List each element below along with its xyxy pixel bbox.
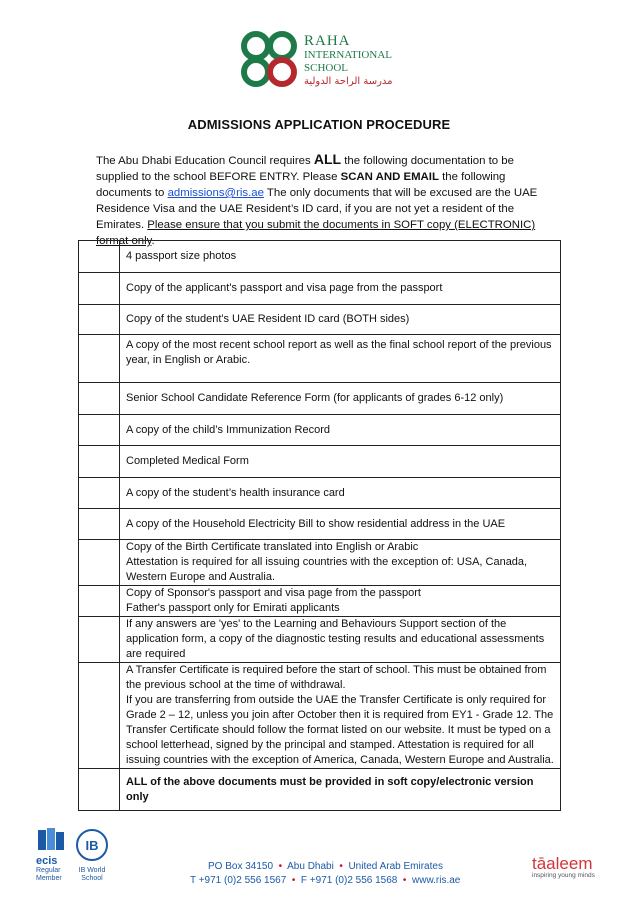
rings-icon bbox=[238, 28, 302, 92]
table-row bbox=[79, 478, 561, 509]
checkbox-cell bbox=[79, 335, 120, 383]
doc-text: A Transfer Certificate is required before the start of school. This must be obtained from the previous school at the time of withdrawal. bbox=[126, 664, 547, 691]
checkbox-cell bbox=[79, 478, 120, 509]
footer bbox=[0, 820, 638, 903]
ib-sub1: IB World bbox=[78, 867, 106, 874]
logo-line1: RAHA bbox=[304, 33, 351, 49]
logo-line3: SCHOOL bbox=[304, 62, 349, 74]
country: United Arab Emirates bbox=[348, 861, 443, 872]
intro-text-3: the following documents to bbox=[96, 171, 506, 199]
table-row bbox=[79, 415, 561, 446]
bullet-icon: • bbox=[275, 861, 285, 872]
taaleem-logo bbox=[532, 854, 595, 879]
doc-text-note: If you are transferring from outside the UAE the Transfer Certificate is only required for Grade 2 – 12, unless you join after October then it is required from EY1 - Grade 12. The Transfer Certificate should follow the format listed on our website. It must be typed on a school letterhead, signed by the principal and stamped. Attestation is required for all issuing countries with the exception of America, Canada, Western Europe and Australia. bbox=[126, 694, 554, 766]
ecis-sub2: Member bbox=[36, 875, 62, 882]
table-row bbox=[79, 540, 561, 586]
page-title: ADMISSIONS APPLICATION PROCEDURE bbox=[187, 117, 451, 132]
checkbox-cell bbox=[79, 415, 120, 446]
checkbox-cell bbox=[79, 617, 120, 663]
table-row bbox=[79, 509, 561, 540]
table-row bbox=[79, 383, 561, 415]
checkbox-cell bbox=[79, 383, 120, 415]
table-row bbox=[79, 273, 561, 305]
doc-text-note: Attestation is required for all issuing countries with the exception of: USA, Canada, Western Europe and Australia. bbox=[126, 556, 528, 583]
checkbox-cell bbox=[79, 586, 120, 617]
table-row bbox=[79, 305, 561, 335]
taaleem-tagline: inspiring young minds bbox=[532, 872, 595, 879]
ib-world-icon bbox=[75, 828, 109, 862]
doc-text: Copy of the student's UAE Resident ID card (BOTH sides) bbox=[120, 305, 561, 335]
ecis-badge bbox=[36, 826, 70, 883]
doc-text-note: Father's passport only for Emirati applicants bbox=[126, 602, 340, 614]
bullet-icon: • bbox=[336, 861, 346, 872]
table-row bbox=[79, 663, 561, 769]
checkbox-cell bbox=[79, 273, 120, 305]
checkbox-cell bbox=[79, 509, 120, 540]
doc-cell bbox=[120, 663, 561, 769]
phone-line bbox=[190, 874, 470, 888]
taaleem-wordmark: tāaleem bbox=[532, 854, 593, 873]
intro-underlined: Please ensure that you submit the documents in SOFT copy (ELECTRONIC) format only bbox=[96, 219, 536, 247]
table-row bbox=[79, 446, 561, 478]
logo-line2: INTERNATIONAL bbox=[304, 49, 392, 61]
po-box: PO Box 34150 bbox=[208, 861, 274, 872]
checkbox-cell bbox=[79, 769, 120, 811]
checkbox-cell bbox=[79, 305, 120, 335]
doc-text: Copy of Sponsor's passport and visa page from the passport bbox=[126, 587, 421, 599]
logo-arabic: مدرسة الراحة الدولية bbox=[304, 76, 393, 87]
city: Abu Dhabi bbox=[287, 861, 334, 872]
contact-info bbox=[190, 860, 470, 888]
intro-paragraph bbox=[96, 151, 546, 249]
intro-bold-scan: SCAN AND EMAIL bbox=[340, 171, 439, 183]
table-row bbox=[79, 617, 561, 663]
table-row bbox=[79, 241, 561, 273]
ib-label: IB bbox=[85, 838, 99, 853]
doc-cell bbox=[120, 586, 561, 617]
ib-badge bbox=[74, 828, 110, 883]
logo-text bbox=[304, 34, 393, 89]
intro-text-1: The Abu Dhabi Education Council requires bbox=[96, 155, 314, 167]
checkbox-cell bbox=[79, 241, 120, 273]
table-row bbox=[79, 335, 561, 383]
email-link[interactable]: admissions@ris.ae bbox=[167, 187, 264, 199]
ecis-sub1: Regular bbox=[36, 867, 61, 874]
table-row bbox=[79, 769, 561, 811]
ecis-label: ecis bbox=[36, 855, 58, 867]
telephone: T +971 (0)2 556 1567 bbox=[190, 875, 287, 886]
table-row bbox=[79, 586, 561, 617]
website-link[interactable]: www.ris.ae bbox=[412, 875, 461, 886]
doc-text: A copy of the child’s Immunization Record bbox=[120, 415, 561, 446]
ib-sub2: School bbox=[81, 875, 103, 882]
intro-text-5: . bbox=[151, 235, 155, 247]
fax: F +971 (0)2 556 1568 bbox=[300, 875, 398, 886]
doc-text: A copy of the student’s health insurance card bbox=[120, 478, 561, 509]
checkbox-cell bbox=[79, 663, 120, 769]
doc-text: Copy of the Birth Certificate translated into English or Arabic bbox=[126, 541, 419, 553]
intro-text-4: The only documents that will be excused are the UAE Residence Visa and the UAE Resident’s ID card, if you are not yet a resident of the Emirates. bbox=[96, 187, 538, 231]
doc-text: Copy of the applicant's passport and visa page from the passport bbox=[120, 273, 561, 305]
bullet-icon: • bbox=[289, 875, 299, 886]
doc-text: Completed Medical Form bbox=[120, 446, 561, 478]
doc-summary: ALL of the above documents must be provided in soft copy/electronic version only bbox=[120, 769, 561, 811]
documents-table bbox=[78, 240, 561, 811]
checkbox-cell bbox=[79, 446, 120, 478]
doc-text: Senior School Candidate Reference Form (for applicants of grades 6-12 only) bbox=[120, 383, 561, 415]
doc-text: 4 passport size photos bbox=[120, 241, 561, 273]
doc-cell bbox=[120, 540, 561, 586]
ecis-icon bbox=[36, 826, 66, 852]
address-line bbox=[190, 860, 470, 874]
doc-text: A copy of the Household Electricity Bill to show residential address in the UAE bbox=[120, 509, 561, 540]
checkbox-cell bbox=[79, 540, 120, 586]
intro-bold-all: ALL bbox=[313, 151, 342, 167]
bullet-icon: • bbox=[400, 875, 410, 886]
school-logo bbox=[238, 28, 408, 94]
intro-text-2: the following documentation to be supplied to the school BEFORE ENTRY. Please bbox=[96, 155, 514, 183]
doc-text: If any answers are 'yes' to the Learning and Behaviours Support section of the application form, a copy of the diagnostic testing results and educational assessments are required bbox=[120, 617, 561, 663]
doc-text: A copy of the most recent school report as well as the final school report of the previous year, in English or Arabic. bbox=[120, 335, 561, 383]
